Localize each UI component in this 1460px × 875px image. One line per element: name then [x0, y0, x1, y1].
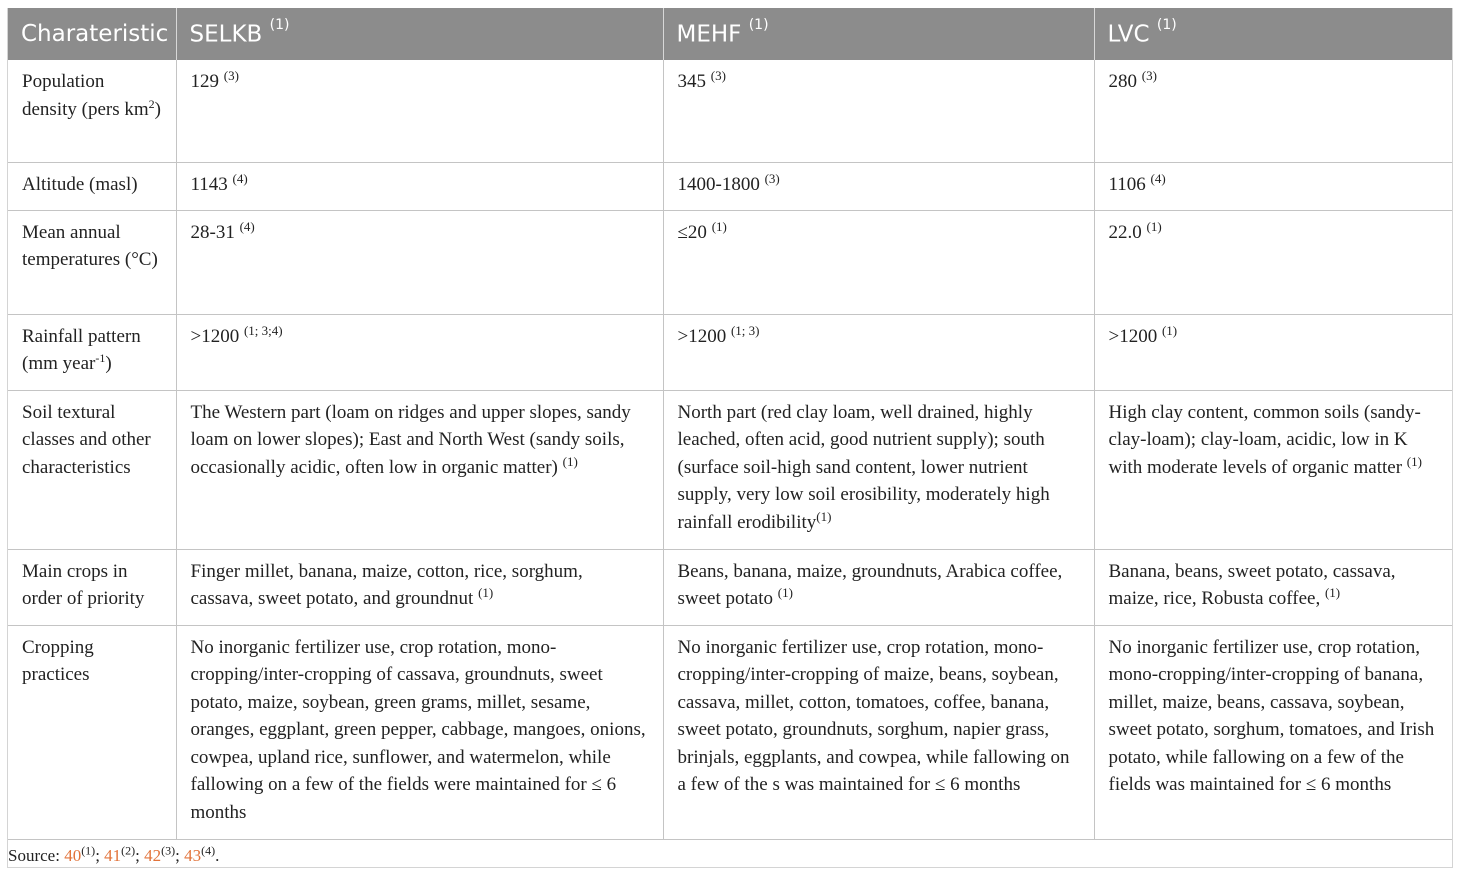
cell-selkb: The Western part (loam on ridges and upper slopes, sandy loam on lower slopes); East and North West (sandy soils, occasionally acidic, often low in organic matter) $^{(1)}$ — [176, 390, 663, 549]
table-row — [8, 162, 1452, 210]
source-ref-link[interactable]: 40 — [64, 845, 82, 865]
cell-lvc: Banana, beans, sweet potato, cassava, maize, rice, Robusta coffee, $^{(1)}$ — [1094, 549, 1452, 625]
cell-lvc: 22.0 $^{(1)}$ — [1094, 210, 1452, 314]
source-prefix: Source: — [8, 845, 65, 865]
characteristics-table — [8, 8, 1452, 840]
table-row — [8, 210, 1452, 314]
cell-selkb: No inorganic fertilizer use, crop rotation, mono-cropping/inter-cropping of cassava, groundnuts, sweet potato, maize, soybean, green grams, millet, sesame, oranges, eggplant, green pepper, cabbage, mangoes, onions, cowpea, upland rice, sunflower, and watermelon, while fallowing on a few of the fields were maintained for ≤ 6 months — [176, 625, 663, 839]
source-ref-link[interactable]: 41 — [104, 845, 122, 865]
cell-lvc: 280 $^{(3)}$ — [1094, 60, 1452, 162]
table-header-row — [8, 8, 1452, 60]
table-row — [8, 390, 1452, 549]
row-label: Population density (pers $km^2$) — [8, 60, 176, 162]
cell-mehf: >1200 $^{(1; 3)}$ — [663, 314, 1094, 390]
cell-lvc: High clay content, common soils (sandy-clay-loam); clay-loam, acidic, low in K with moderate levels of organic matter $^{(1)}$ — [1094, 390, 1452, 549]
table-row — [8, 549, 1452, 625]
cell-mehf: ≤20 $^{(1)}$ — [663, 210, 1094, 314]
cell-mehf: 345 $^{(3)}$ — [663, 60, 1094, 162]
cell-selkb: Finger millet, banana, maize, cotton, rice, sorghum, cassava, sweet potato, and groundnut $^{(1)}$ — [176, 549, 663, 625]
cell-mehf: No inorganic fertilizer use, crop rotation, mono-cropping/inter-cropping of maize, beans, soybean, cassava, millet, cotton, tomatoes, coffee, banana, sweet potato, groundnuts, sorghum, napier grass, brinjals, eggplants, and cowpea, while fallowing on a few of the s was maintained for ≤ 6 months — [663, 625, 1094, 839]
row-label: Mean annual temperatures (°C) — [8, 210, 176, 314]
cell-mehf: 1400-1800 $^{(3)}$ — [663, 162, 1094, 210]
row-label: Altitude (masl) — [8, 162, 176, 210]
table-row — [8, 314, 1452, 390]
row-label: Soil textural classes and other characteristics — [8, 390, 176, 549]
cell-mehf: North part (red clay loam, well drained, highly leached, often acid, good nutrient supply); south (surface soil-high sand content, lower nutrient supply, very low soil erosibility, moderately high rainfall erodibility$^{(1)}$ — [663, 390, 1094, 549]
cell-selkb: >1200 $^{(1; 3;4)}$ — [176, 314, 663, 390]
row-label: Rainfall pattern (mm year$^{-1}$) — [8, 314, 176, 390]
header-lvc: LVC $^{(1)}$ — [1094, 8, 1452, 60]
cell-selkb: 129 $^{(3)}$ — [176, 60, 663, 162]
source-ref-link[interactable]: 42 — [144, 845, 162, 865]
header-mehf: MEHF $^{(1)}$ — [663, 8, 1094, 60]
header-selkb: SELKB $^{(1)}$ — [176, 8, 663, 60]
cell-mehf: Beans, banana, maize, groundnuts, Arabica coffee, sweet potato $^{(1)}$ — [663, 549, 1094, 625]
cell-lvc: >1200 $^{(1)}$ — [1094, 314, 1452, 390]
table-row — [8, 625, 1452, 839]
table-row — [8, 60, 1452, 162]
row-label: Main crops in order of priority — [8, 549, 176, 625]
source-footnote: Source: 40$^{(1)}$; 41$^{(2)}$; 42$^{(3)}$; 43$^{(4)}$. — [8, 842, 220, 865]
cell-selkb: 28-31 $^{(4)}$ — [176, 210, 663, 314]
cell-lvc: No inorganic fertilizer use, crop rotation, mono-cropping/inter-cropping of banana, millet, maize, beans, cassava, soybean, sweet potato, sorghum, tomatoes, and Irish potato, while fallowing on a few of the fields was maintained for ≤ 6 months — [1094, 625, 1452, 839]
cell-selkb: 1143 $^{(4)}$ — [176, 162, 663, 210]
header-characteristic: Charateristic — [8, 8, 176, 60]
row-label: Cropping practices — [8, 625, 176, 839]
source-ref-link[interactable]: 43 — [184, 845, 202, 865]
cell-lvc: 1106 $^{(4)}$ — [1094, 162, 1452, 210]
table-container — [8, 8, 1452, 866]
